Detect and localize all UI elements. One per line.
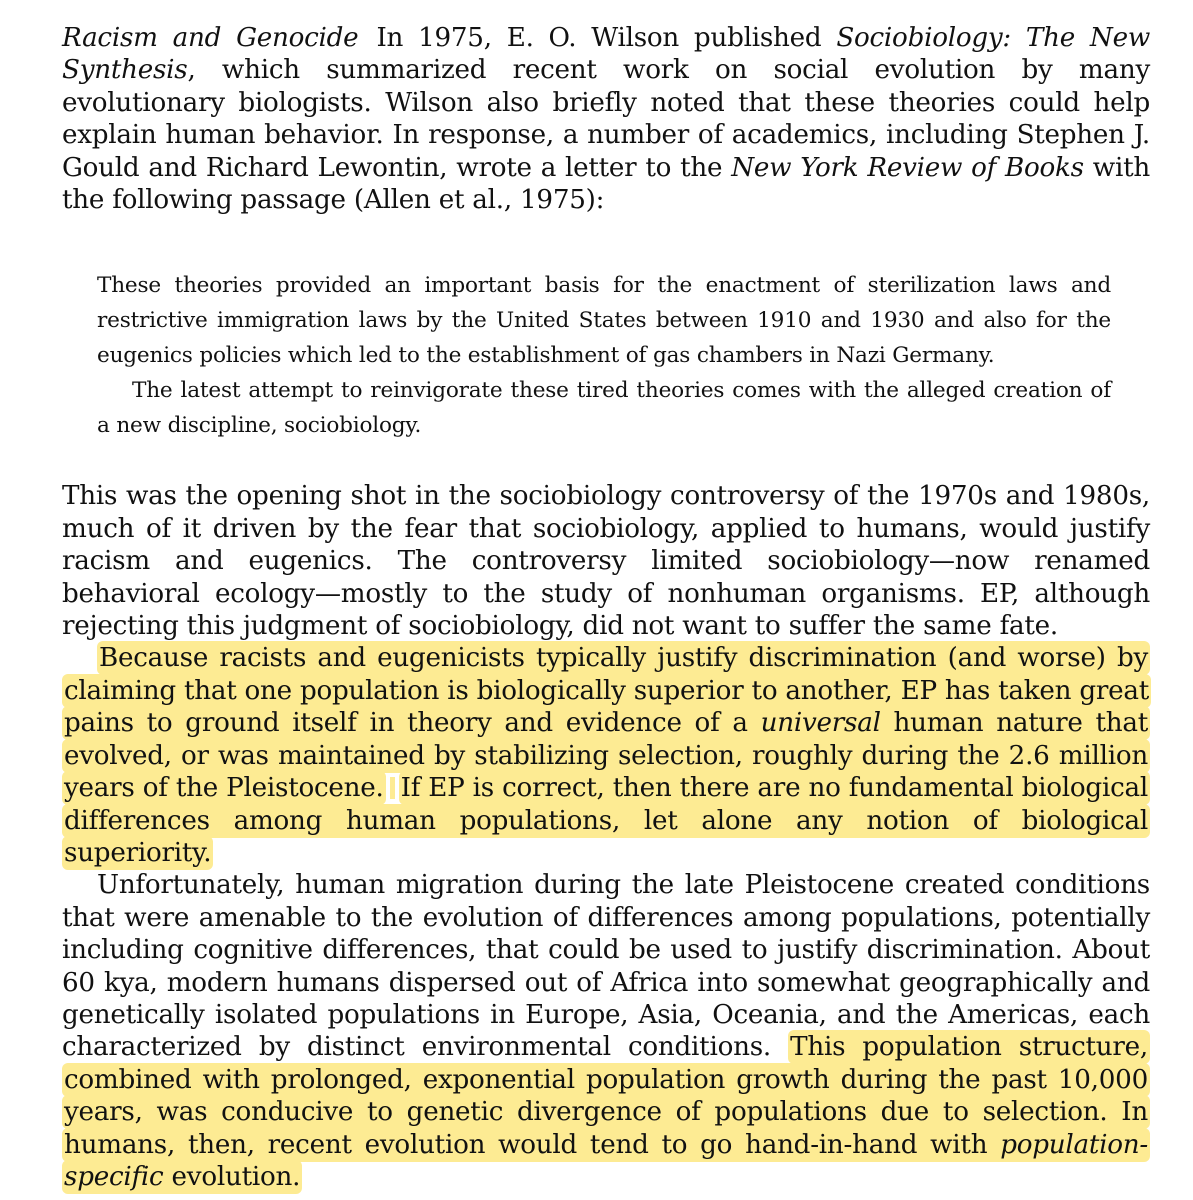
quote-paragraph-2: The latest attempt to reinvigorate these tired theories comes with the alleged creation of a new discipline, sociobiology. <box>97 378 1111 439</box>
quote-paragraph-1: These theories provided an important basis for the enactment of sterilization laws and restrictive immigration laws by the United States between 1910 and 1930 and also for the eugenics policies which led to the establishment of gas chambers in Nazi Germany. <box>97 273 1111 369</box>
highlight-3-text-b: evolution. <box>163 1161 301 1192</box>
emphasis-universal: universal <box>760 708 881 739</box>
journal-title: New York Review of Books <box>731 152 1084 183</box>
section-heading: Racism and Genocide <box>62 23 359 53</box>
paragraph-ep <box>62 642 1150 869</box>
highlight-1-text-a: Because racists and eugenicists typically justify discrimination (and worse) by claiming that one population is biologically superior to another, EP has taken great pains to ground itself in theory and evidence of a <box>64 643 1149 739</box>
document-page <box>62 22 1150 1193</box>
intro-text-1: In 1975, E. O. Wilson published <box>376 23 837 53</box>
intro-text-2: , which summarized recent work on social evolution by many evolutionary biologists. Wilson also briefly noted that these theories could help explain human behavior. In response, a number of academics, including Stephen J. Gould and Richard Lewontin, wrote a letter to the <box>62 55 1150 183</box>
paragraph-migration <box>62 869 1150 1193</box>
paragraph-controversy: This was the opening shot in the sociobiology controversy of the 1970s and 1980s, much of it driven by the fear that sociobiology, applied to humans, would justify racism and eugenics. The controversy limited sociobiology—now renamed behavioral ecology—mostly to the study of nonhuman organisms. EP, although rejecting this judgment of sociobiology, did not want to suffer the same fate. <box>62 481 1150 642</box>
highlight-3-text-a: This population structure, combined with prolonged, exponential population growth during the past 10,000 years, was conducive to genetic divergence of populations due to selection. In humans, then, recent evolution would tend to go hand-in-hand with <box>64 1032 1148 1160</box>
migration-text: Unfortunately, human migration during the late Pleistocene created conditions that were amenable to the evolution of differences among populations, potentially including cognitive differences, that could be used to justify discrimination. About 60 kya, modern humans dispersed out of Africa into somewhat geographically and genetically isolated populations in Europe, Asia, Oceania, and the Americas, each characterized by distinct environmental conditions. <box>62 870 1150 1063</box>
highlight-2[interactable]: If EP is correct, then there are no fundamental biological differences among human populations, let alone any notion of biological superiority. <box>64 773 1148 868</box>
paragraph-intro <box>62 22 1150 216</box>
emphasis-population-specific: population-specific <box>64 1129 1148 1192</box>
intro-text-3: with the following passage (Allen et al., 1975): <box>62 152 1150 216</box>
block-quote <box>97 268 1111 443</box>
highlight-1-text-b: human nature that evolved, or was maintained by stabilizing selection, roughly during the 2.6 million years of the Pleistocene. <box>64 708 1148 804</box>
book-title: Sociobiology: The New Synthesis <box>62 23 1150 86</box>
text-cursor-marker <box>388 777 397 799</box>
